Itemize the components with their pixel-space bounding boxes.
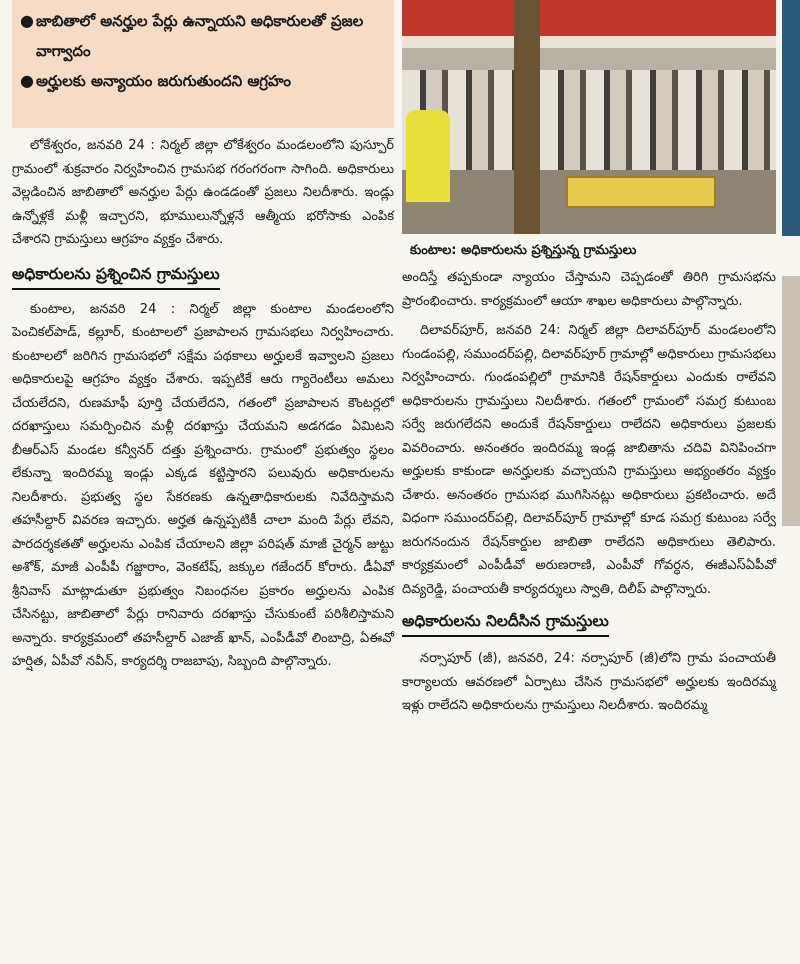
highlight-item [20, 6, 386, 66]
photo-caption: కుంటాల: అధికారులను ప్రశ్నిస్తున్న గ్రామస్తులు [410, 243, 637, 258]
section-heading [12, 262, 394, 290]
article-paragraph: కుంటాల, జనవరి 24 : నిర్మల్ జిల్లా కుంటాల మండలంలోని పెంచికల్‌పాడ్, కల్లూర్, కుంటాలలో ప్రజాపాలన గ్రామసభలు నిర్వహించారు. కుంటాలలో జరిగిన గ్రామసభలో సక్షేమ పథకాలు అర్హులకే ఇవ్వాలని ప్రజలు అధికారులపై ఆగ్రహం వ్యక్తం చేశారు. ఇప్పటికే ఆరు గ్యారెంటీలు అమలు చేయలేదని, రుణమాఫీ పూర్తి చేయలేదని, గతంలో ప్రజాపాలన కౌంటర్లలో దరఖాస్తులు సమర్పించిన మళ్లీ దరఖాస్తు చేయమని అడగడం ఏమిటని బీఆర్‌ఎస్ మండల కన్వీనర్ దత్తు ప్రశ్నించారు. గ్రామంలో ప్రభుత్వం స్థలం లేకున్నా ఇందిరమ్మ ఇండ్లు ఎక్కడ కట్టిస్తారని పలువురు అధికారులను నిలదీశారు. ప్రభుత్వ స్థల సేకరణకు ఉన్నతాధికారులకు నివేదిస్తామని తహసీల్దార్ వివరణ ఇచ్చారు. అర్హత ఉన్నప్పటికీ చాలా మంది పేర్లు లేవని, పారదర్శకతతో అర్హులను ఎంపిక చేయాలని జిల్లా పరిషత్ మాజీ చైర్మన్ జుట్టు అశోక్, మాజీ ఎంపీపీ గజ్జారాం, వెంకటేష్, జక్కుల గజేందర్ కోరారు. డీఏవో శ్రీనివాస్ మాట్లాడుతూ ప్రభుత్వం నిబంధనల ప్రకారం అర్హులను ఎంపిక చేసినట్టు, జాబితాలో పేర్లు రానివారు దరఖాస్తు చేసుకుంటే పరిశీలిస్తామని అన్నారు. కార్యక్రమంలో తహసీల్దార్ ఎజాజ్ ఖాన్, ఎంపీడీవో లింబాద్రి, ఏఈవో హర్షిత, ఏపీవో నవీన్, కార్యదర్శి రాజబాపు, సిబ్బంది పాల్గొన్నారు. [12, 301, 394, 669]
adjacent-photo-edge [782, 0, 800, 236]
highlight-text: అర్హులకు అన్యాయం జరుగుతుందని ఆగ్రహం [36, 72, 291, 90]
middle-column [402, 0, 776, 964]
highlight-item [20, 66, 386, 96]
highlight-text: జాబితాలో అనర్హుల పేర్లు ఉన్నాయని అధికారులతో ప్రజల వాగ్వాదం [36, 12, 364, 60]
news-photo [402, 0, 776, 234]
photo-table [566, 176, 716, 208]
section-heading-2 [402, 609, 776, 637]
section-heading-2-text: అధికారులను నిలదీసిన గ్రామస్తులు [402, 609, 609, 637]
bullet-icon: ● [20, 11, 34, 30]
article-paragraph-2: దిలావర్‌పూర్, జనవరి 24: నిర్మల్ జిల్లా దిలావర్‌పూర్ మండలంలోని గుండంపల్లి, సముందర్‌పల్లి, దిలావర్‌పూర్ గ్రామాల్లో అధికారులు గ్రామసభలు నిర్వహించారు. గుండంపల్లిలో గ్రామానికి రేషన్‌కార్డులు ఎందుకు రాలేవని అధికారులను గ్రామస్తులు నిలదీశారు. గతంలో గ్రామంలో సమగ్ర కుటుంబ సర్వే జరుగలేదని అందుకే రేషన్‌కార్డులు రాలేదని అధికారులు ప్రజలకు వివరించారు. అనంతరం ఇందిరమ్మ ఇండ్ల జాబితాను చదివి వినిపించగా అర్హులకు కాకుండా అనర్హులకు వచ్చాయని గ్రామస్తులు అభ్యంతరం వ్యక్తం చేశారు. అనంతరం గ్రామసభ ముగిసినట్లు అధికారులు ప్రకటించారు. అదే విధంగా సముందర్‌పల్లి, దిలావర్‌పూర్ గ్రామాల్లో కూడ సమగ్ర కుటుంబ సర్వే జరుగనందున రేషన్‌కార్డుల జాబితా రాలేదని అధికారులు తెలిపారు. కార్యక్రమంలో ఎంపీడీవో అరుణరాణి, ఎంపీవో గోవర్ధన, ఈజీఎస్‌ఏపీవో దివ్యరెడ్డి, పంచాయతీ కార్యదర్శులు స్వాతి, దిలీప్ పాల్గొన్నారు. [402, 323, 776, 597]
photo-canopy-edge [402, 36, 776, 48]
left-column [12, 0, 394, 964]
continuation-paragraph: అందిస్తే తప్పకుండా న్యాయం చేస్తామని చెప్పడంతో తిరిగి గ్రామసభను ప్రారంభించారు. కార్యక్రమంలో ఆయా శాఖల అధికారులు పాల్గొన్నారు. [402, 270, 776, 309]
photo-tree [514, 0, 540, 234]
section-heading-text: అధికారులను ప్రశ్నించిన గ్రామస్తులు [12, 262, 220, 290]
highlight-box [12, 0, 394, 128]
adjacent-photo-edge-2 [782, 276, 800, 526]
photo-person [406, 110, 450, 202]
intro-paragraph: లోకేశ్వరం, జనవరి 24 : నిర్మల్ జిల్లా లోకేశ్వరం మండలంలోని పుస్పూర్ గ్రామంలో శుక్రవారం నిర్వహించిన గ్రామసభ గరంగరంగా సాగింది. అధికారులు వెల్లడించిన జాబితాలో అనర్హుల పేర్లు ఉండడంతో ప్రజలు నిలదీశారు. ఇండ్లు ఉన్నోళ్లకే మళ్లీ ఇచ్చారని, భూములున్నోళ్లనే ఆత్మీయ భరోసాకు ఎంపిక చేశారని గ్రామస్తులు ఆగ్రహం వ్యక్తం చేశారు. [12, 138, 394, 247]
bullet-icon: ● [20, 71, 34, 90]
article-paragraph-3: నర్సాపూర్ (జీ), జనవరి, 24: నర్సాపూర్ (జీ)లోని గ్రామ పంచాయతీ కార్యాలయ ఆవరణలో ఏర్పాటు చేసిన గ్రామసభలో అర్హులకు ఇందిరమ్మ ఇళ్లు రాలేదని అధికారులను గ్రామస్తులు నిలదీశారు. ఇందిరమ్మ [402, 651, 776, 713]
adjacent-column-edge [782, 0, 800, 964]
